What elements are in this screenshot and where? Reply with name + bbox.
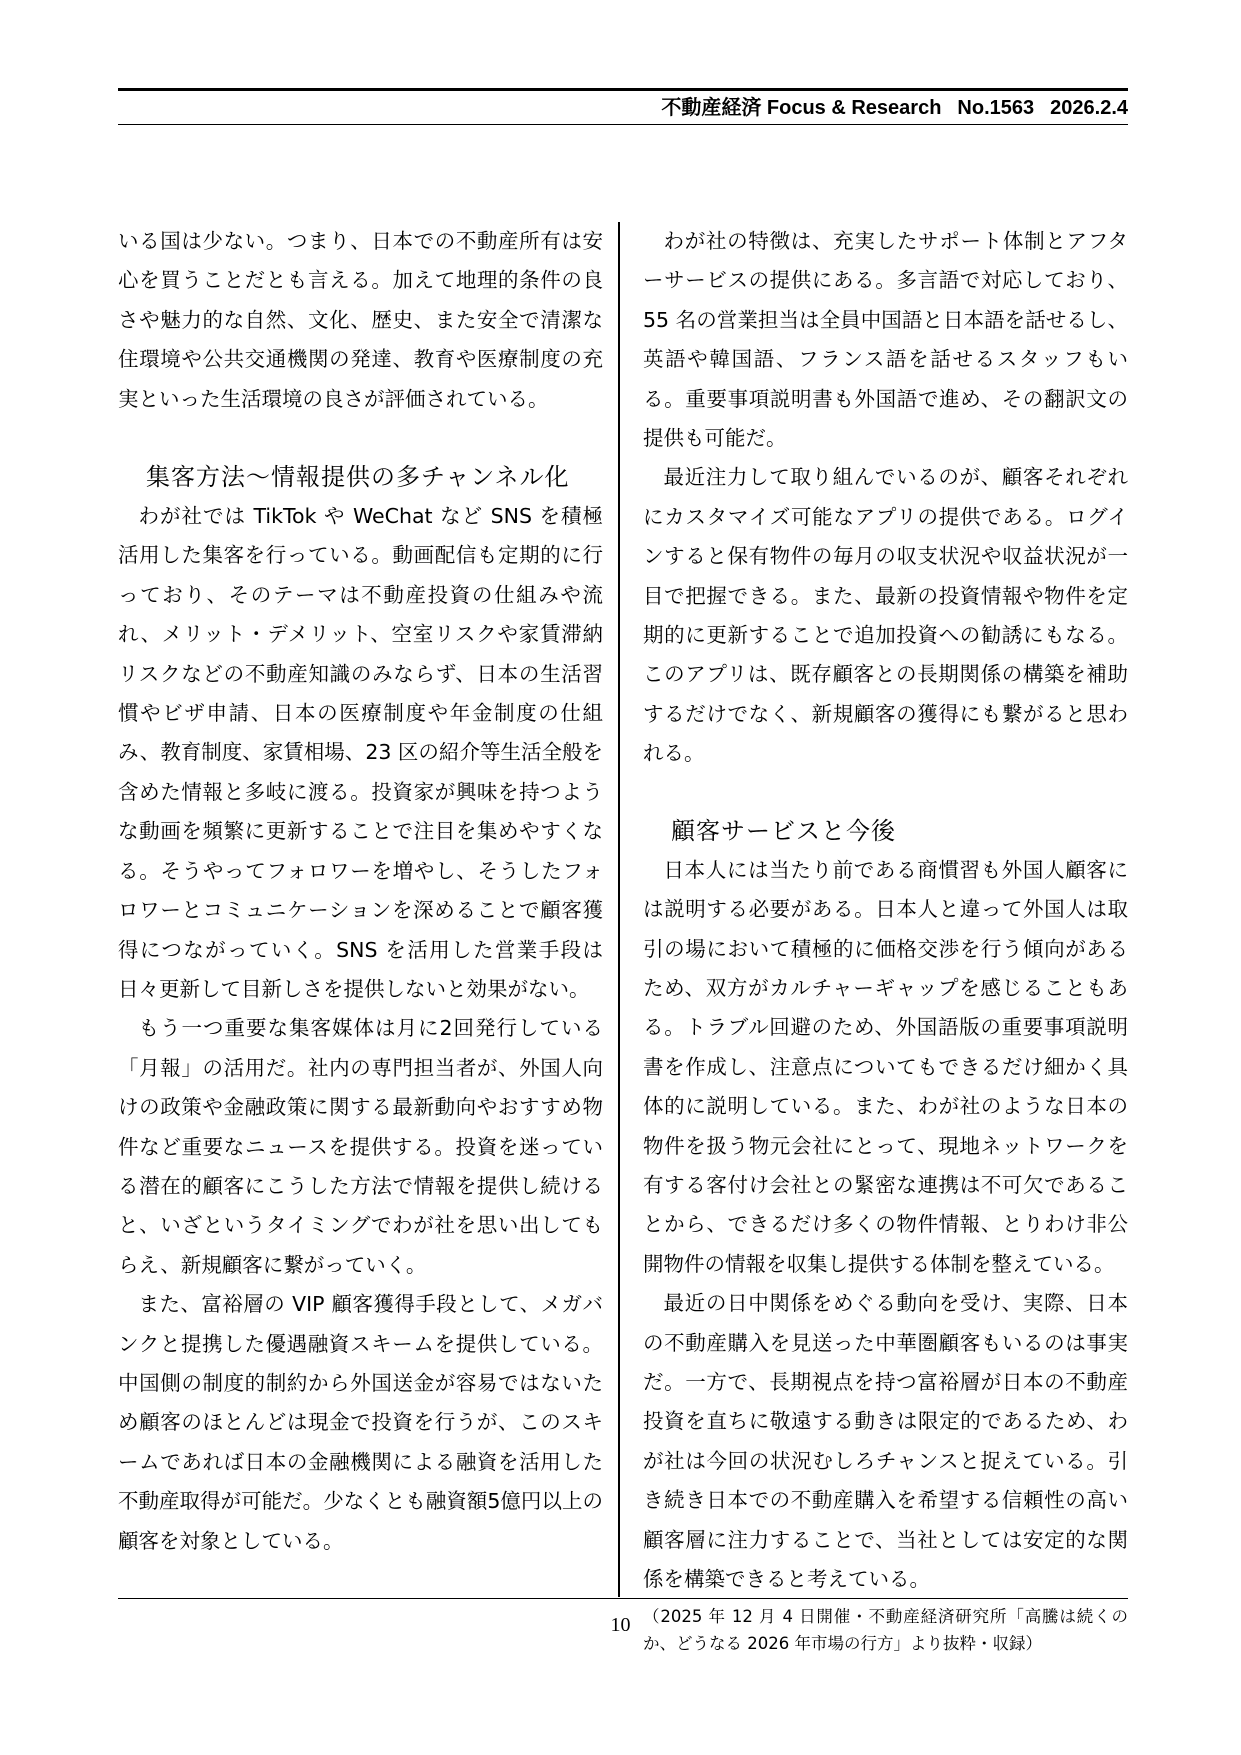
footer-rule: [118, 1598, 1128, 1599]
section-heading: 集客方法～情報提供の多チャンネル化: [146, 463, 570, 492]
header-bottom-rule: [118, 124, 1128, 125]
issue-number: No.1563: [957, 97, 1035, 119]
paragraph: わが社の特徴は、充実したサポート体制とアフターサービスの提供にある。多言語で対応しており、55 名の営業担当は全員中国語と日本語を話せるし、英語や韓国語、フランス語を話せるスタッフもいる。重要事項説明書も外国語で進め、その翻訳文の提供も可能だ。: [643, 229, 1128, 451]
paragraph: もう一つ重要な集客媒体は月に2回発行している「月報」の活用だ。社内の専門担当者が、外国人向けの政策や金融政策に関する最新動向やおすすめ物件など重要なニュースを提供する。投資を迷っている潜在的顧客にこうした方法で情報を提供し続けると、いざというタイミングでわが社を思い出してもらえ、新規顧客に繋がっていく。: [118, 1016, 603, 1277]
source-note: （2025 年 12 月 4 日開催・不動産経済研究所「高騰は続くのか、どうなる 2026 年市場の行方」より抜粋・収録）: [643, 1607, 1128, 1654]
header-top-rule: [118, 88, 1128, 91]
paragraph: わが社では TikTok や WeChat など SNS を積極活用した集客を行っている。動画配信も定期的に行っており、そのテーマは不動産投資の仕組みや流れ、メリット・デメリット、空室リスクや家賃滞納リスクなどの不動産知識のみならず、日本の生活習慣やビザ申請、日本の医療制度や年金制度の仕組み、教育制度、家賃相場、23 区の紹介等生活全般を含めた情報と多岐に渡る。投資家が興味を持つような動画を頻繁に更新することで注目を集めやすくなる。そうやってフォロワーを増やし、そうしたフォロワーとコミュニケーションを深めることで顧客獲得につながっていく。SNS を活用した営業手段は日々更新して目新しさを提供しないと効果がない。: [118, 504, 603, 1001]
left-column: [118, 222, 603, 1561]
paragraph: 日本人には当たり前である商慣習も外国人顧客には説明する必要がある。日本人と違って外国人は取引の場において積極的に価格交渉を行う傾向があるため、双方がカルチャーギャップを感じることもある。トラブル回避のため、外国語版の重要事項説明書を作成し、注意点についてもできるだけ細かく具体的に説明している。また、わが社のような日本の物件を扱う物元会社にとって、現地ネットワークを有する客付け会社との緊密な連携は不可欠であることから、できるだけ多くの物件情報、とりわけ非公開物件の情報を収集し提供する体制を整えている。: [643, 857, 1128, 1276]
column-divider: [618, 222, 620, 1597]
running-header: [118, 92, 1128, 124]
paragraph: 最近注力して取り組んでいるのが、顧客それぞれにカスタマイズ可能なアプリの提供である。ログインすると保有物件の毎月の収支状況や収益状況が一目で把握できる。また、最新の投資情報や物件を定期的に更新することで追加投資への勧誘にもなる。このアプリは、既存顧客との長期関係の構築を補助するだけでなく、新規顧客の獲得にも繋がると思われる。: [643, 465, 1128, 766]
paragraph: また、富裕層の VIP 顧客獲得手段として、メガバンクと提携した優遇融資スキームを提供している。中国側の制度的制約から外国送金が容易ではないため顧客のほとんどは現金で投資を行うが、このスキームであれば日本の金融機関による融資を活用した不動産取得が可能だ。少なくとも融資額5億円以上の顧客を対象としている。: [118, 1292, 603, 1553]
page-number: 10: [610, 1614, 631, 1636]
publication-name: 不動産経済 Focus & Research: [661, 97, 942, 119]
issue-date: 2026.2.4: [1050, 97, 1128, 119]
paragraph: いる国は少ない。つまり、日本での不動産所有は安心を買うことだとも言える。加えて地理的条件の良さや魅力的な自然、文化、歴史、また安全で清潔な住環境や公共交通機関の発達、教育や医療制度の充実といった生活環境の良さが評価されている。: [118, 229, 603, 411]
right-column: [643, 222, 1128, 1657]
section-heading: 顧客サービスと今後: [671, 816, 896, 845]
paragraph: 最近の日中関係をめぐる動向を受け、実際、日本の不動産購入を見送った中華圏顧客もいるのは事実だ。一方で、長期視点を持つ富裕層が日本の不動産投資を直ちに敬遠する動きは限定的であるため、わが社は今回の状況むしろチャンスと捉えている。引き続き日本での不動産購入を希望する信頼性の高い顧客層に注力することで、当社としては安定的な関係を構築できると考えている。: [643, 1291, 1128, 1591]
